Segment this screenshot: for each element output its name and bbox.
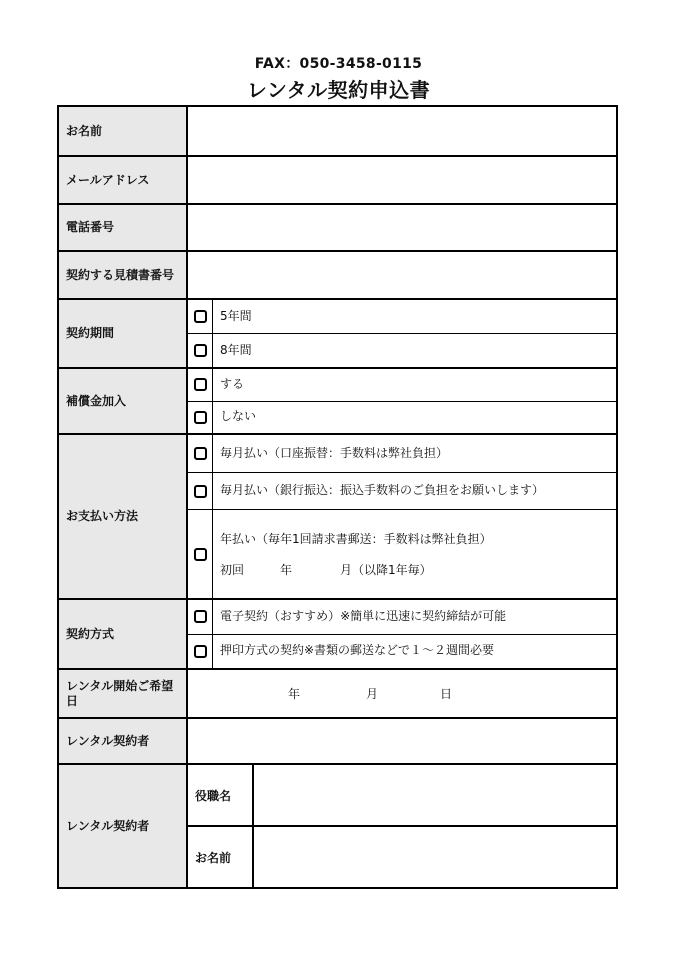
contractor-company-input-cell[interactable] <box>188 719 616 763</box>
annual-month-label: 月（以降1年毎） <box>340 563 432 577</box>
contractor-person-label: レンタル契約者 <box>59 765 188 887</box>
checkbox-icon[interactable] <box>194 610 207 623</box>
checkbox-icon[interactable] <box>194 447 207 460</box>
contractor-person-subtable <box>188 765 616 887</box>
start-date-year-label: 年 <box>288 687 301 701</box>
checkbox-icon[interactable] <box>194 344 207 357</box>
phone-label: 電話番号 <box>59 205 188 250</box>
option-row-monthly-transfer <box>188 472 616 509</box>
compensation-no-checkbox-cell[interactable] <box>188 402 213 434</box>
annual-year-label: 年 <box>280 563 293 577</box>
start-date-month-label: 月 <box>366 687 379 701</box>
compensation-options <box>188 369 616 433</box>
monthly-transfer-option-label: 毎月払い（銀行振込：振込手数料のご負担をお願いします） <box>220 483 545 498</box>
payment-method-options <box>188 435 616 598</box>
job-title-input-cell[interactable] <box>254 765 616 825</box>
contract-method-label: 契約方式 <box>59 600 188 668</box>
checkbox-icon[interactable] <box>194 645 207 658</box>
seal-contract-option-label: 押印方式の契約※書類の郵送などで１～２週間必要 <box>220 643 495 658</box>
seal-contract-checkbox-cell[interactable] <box>188 635 213 669</box>
contract-period-label: 契約期間 <box>59 300 188 367</box>
payment-method-label: お支払い方法 <box>59 435 188 598</box>
annual-payment-option-text <box>213 510 616 598</box>
quote-number-input-cell[interactable] <box>188 252 616 298</box>
option-row-seal-contract <box>188 634 616 669</box>
row-rental-start-date <box>59 668 616 717</box>
application-form-table <box>57 105 618 889</box>
period-5y-option-label: 5年間 <box>220 308 252 323</box>
monthly-debit-checkbox-cell[interactable] <box>188 435 213 472</box>
row-contractor-person <box>59 763 616 887</box>
person-name-label: お名前 <box>188 827 254 887</box>
subrow-person-name <box>188 825 616 887</box>
checkbox-icon[interactable] <box>194 310 207 323</box>
option-row-electronic-contract <box>188 600 616 634</box>
row-email <box>59 155 616 203</box>
row-contractor-company <box>59 717 616 763</box>
email-label: メールアドレス <box>59 157 188 203</box>
form-title: レンタル契約申込書 <box>246 78 431 102</box>
name-label: お名前 <box>59 107 188 155</box>
checkbox-icon[interactable] <box>194 485 207 498</box>
compensation-yes-checkbox-cell[interactable] <box>188 369 213 401</box>
job-title-label: 役職名 <box>188 765 254 825</box>
compensation-label: 補償金加入 <box>59 369 188 433</box>
option-row-monthly-debit <box>188 435 616 472</box>
option-row-period-5y <box>188 300 616 333</box>
checkbox-icon[interactable] <box>194 548 207 561</box>
row-contract-method <box>59 598 616 668</box>
period-5y-checkbox-cell[interactable] <box>188 300 213 333</box>
electronic-contract-option-label: 電子契約（おすすめ）※簡単に迅速に契約締結が可能 <box>220 608 507 623</box>
option-row-period-8y <box>188 333 616 367</box>
period-8y-option-label: 8年間 <box>220 342 252 357</box>
option-row-annual-payment <box>188 509 616 598</box>
document-header <box>0 53 677 103</box>
start-date-day-label: 日 <box>440 687 453 701</box>
annual-payment-first-date-line <box>220 561 610 578</box>
row-payment-method <box>59 433 616 598</box>
monthly-transfer-checkbox-cell[interactable] <box>188 473 213 509</box>
compensation-yes-option-label: する <box>220 376 245 391</box>
row-phone <box>59 203 616 250</box>
annual-payment-checkbox-cell[interactable] <box>188 510 213 598</box>
phone-input-cell[interactable] <box>188 205 616 250</box>
row-compensation <box>59 367 616 433</box>
subrow-job-title <box>188 765 616 825</box>
compensation-no-option-label: しない <box>220 409 257 424</box>
period-8y-checkbox-cell[interactable] <box>188 334 213 367</box>
checkbox-icon[interactable] <box>194 411 207 424</box>
option-row-compensation-yes <box>188 369 616 401</box>
quote-number-label: 契約する見積書番号 <box>59 252 188 298</box>
rental-start-date-input-cell[interactable] <box>188 670 616 717</box>
person-name-input-cell[interactable] <box>254 827 616 887</box>
name-input-cell[interactable] <box>188 107 616 155</box>
electronic-contract-checkbox-cell[interactable] <box>188 600 213 634</box>
rental-start-date-label: レンタル開始ご希望日 <box>59 670 188 717</box>
row-quote-number <box>59 250 616 298</box>
annual-payment-line1: 年払い（毎年1回請求書郵送：手数料は弊社負担） <box>220 532 492 546</box>
contractor-company-label: レンタル契約者 <box>59 719 188 763</box>
row-name <box>59 107 616 155</box>
monthly-debit-option-label: 毎月払い（口座振替：手数料は弊社負担） <box>220 445 449 460</box>
contract-period-options <box>188 300 616 367</box>
checkbox-icon[interactable] <box>194 378 207 391</box>
row-contract-period <box>59 298 616 367</box>
option-row-compensation-no <box>188 401 616 434</box>
fax-number: FAX：050-3458-0115 <box>254 56 423 72</box>
email-input-cell[interactable] <box>188 157 616 203</box>
contract-method-options <box>188 600 616 668</box>
annual-first-label: 初回 <box>220 563 245 577</box>
